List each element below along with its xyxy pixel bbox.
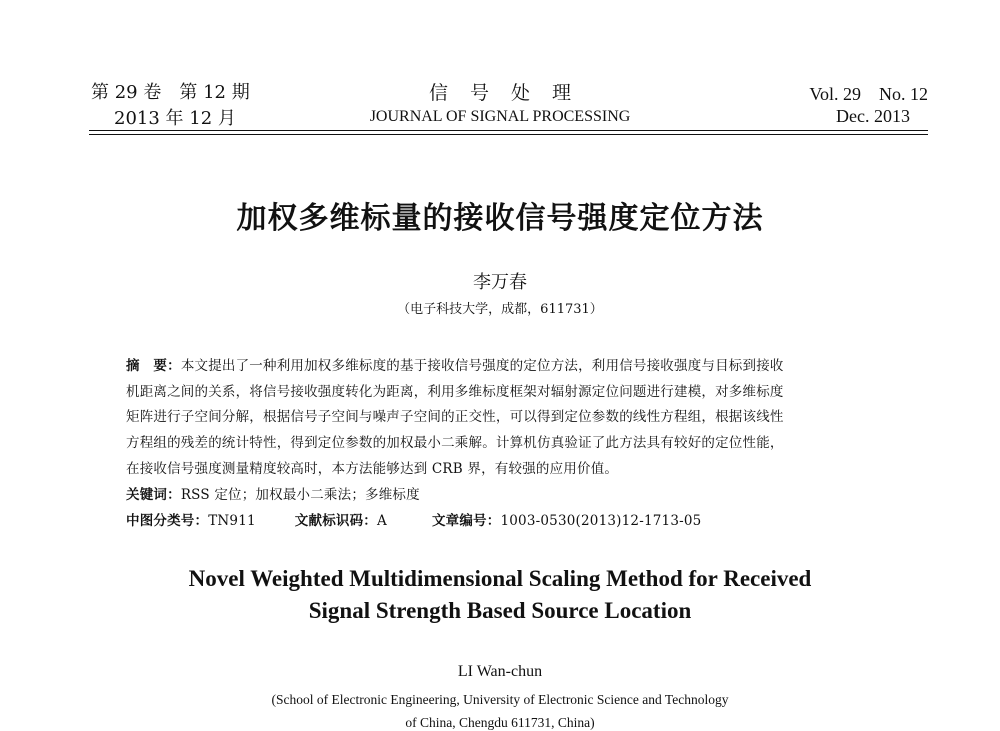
- author-name-en: LI Wan-chun: [457, 663, 543, 680]
- paper-title-en-line-1: Novel Weighted Multidimensional Scaling Method for Received: [188, 566, 812, 591]
- header-date-cn: 2013 年 12 月: [114, 108, 236, 129]
- abstract-line-2: 机距离之间的关系，将信号接收强度转化为距离，利用多维标度框架对辐射源定位问题进行建模，对多维标度: [126, 384, 784, 400]
- keywords-value: RSS 定位；加权最小二乘法；多维标度: [180, 487, 420, 503]
- clc-label: 中图分类号：: [126, 513, 209, 529]
- keywords-line: [126, 483, 420, 503]
- header-date-en: Dec. 2013: [836, 106, 910, 126]
- paper-title-en-line-2: Signal Strength Based Source Location: [308, 598, 692, 623]
- abstract-line-4: 方程组的残差的统计特性，得到定位参数的加权最小二乘解。计算机仿真验证了此方法具有较好的定位性能，: [126, 435, 784, 451]
- journal-name-cn: 信号处理: [428, 82, 593, 104]
- abstract-line-3: 矩阵进行子空间分解，根据信号子空间与噪声子空间的正交性，可以得到定位参数的线性方程组，根据该线性: [126, 409, 784, 425]
- article-no-label: 文章编号：: [431, 513, 501, 529]
- classification-line: [126, 509, 701, 529]
- author-name-cn: 李万春: [473, 272, 527, 293]
- keywords-label: 关键词：: [126, 487, 181, 503]
- doc-code-value: A: [377, 513, 387, 529]
- abstract-line-5: 在接收信号强度测量精度较高时，本方法能够达到 CRB 界，有较强的应用价值。: [126, 461, 619, 477]
- clc-value: TN911: [208, 513, 256, 529]
- header-rule-thick: [89, 130, 928, 131]
- author-affiliation-en-line-2: of China, Chengdu 611731, China): [405, 715, 595, 730]
- header-volume-issue-cn: 第 29 卷 第 12 期: [91, 82, 250, 103]
- abstract-line-1: [126, 354, 784, 374]
- abstract-text-1: 本文提出了一种利用加权多维标度的基于接收信号强度的定位方法，利用信号接收强度与目标到接收: [180, 358, 784, 374]
- header-volume-issue-en: Vol. 29 No. 12: [809, 84, 928, 104]
- header-rule-thin: [89, 134, 928, 135]
- author-affiliation-en-line-1: (School of Electronic Engineering, University of Electronic Science and Technology: [271, 692, 729, 707]
- journal-name-en: JOURNAL OF SIGNAL PROCESSING: [369, 108, 631, 125]
- author-affiliation-cn: （电子科技大学，成都，611731）: [397, 302, 603, 317]
- article-no-value: 1003-0530(2013)12-1713-05: [500, 513, 702, 529]
- doc-code-label: 文献标识码：: [294, 513, 377, 529]
- paper-title-cn: 加权多维标量的接收信号强度定位方法: [236, 201, 764, 236]
- abstract-label: 摘 要：: [126, 358, 181, 374]
